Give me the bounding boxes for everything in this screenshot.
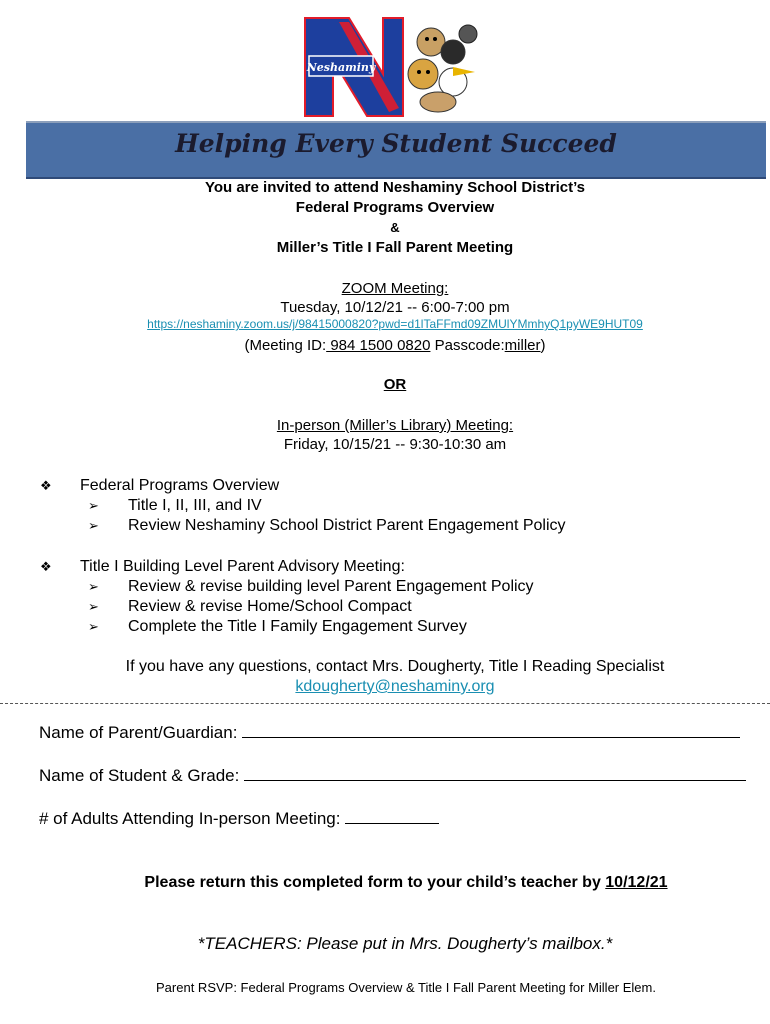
footer-text: Parent RSVP: Federal Programs Overview & Title I Fall Parent Meeting for Miller Elem.: [156, 980, 656, 995]
student-name-field[interactable]: [39, 763, 746, 787]
banner-title: Helping Every Student Succeed: [175, 129, 617, 158]
neshaminy-logo: [303, 12, 483, 120]
title-banner: [26, 121, 766, 179]
arrow-bullet-icon: ➢: [88, 579, 99, 594]
zoom-datetime: Tuesday, 10/12/21 -- 6:00-7:00 pm: [280, 299, 510, 316]
cut-line: [0, 703, 770, 704]
or-label: OR: [383, 376, 407, 393]
invite-line-3: &: [390, 220, 400, 235]
adults-count-blank[interactable]: [345, 806, 439, 824]
zoom-meeting-id-line: [0, 336, 770, 355]
agenda-section-1: [40, 476, 566, 536]
logo-text: Neshaminy: [306, 61, 376, 74]
meeting-id-value: 984 1500 0820: [326, 337, 431, 354]
arrow-bullet-icon: ➢: [88, 498, 99, 513]
student-name-label: Name of Student & Grade:: [39, 766, 245, 785]
student-name-blank[interactable]: [244, 763, 746, 781]
diamond-bullet-icon: ❖: [40, 478, 52, 493]
parent-name-field[interactable]: [39, 720, 740, 744]
inperson-datetime: Friday, 10/15/21 -- 9:30-10:30 am: [283, 436, 507, 453]
adults-count-field[interactable]: [39, 806, 439, 830]
arrow-bullet-icon: ➢: [88, 599, 99, 614]
teacher-note: *TEACHERS: Please put in Mrs. Dougherty’s mailbox.*: [197, 934, 613, 953]
agenda-subitem: ➢ Complete the Title I Family Engagement Survey: [88, 618, 467, 635]
contact-text: If you have any questions, contact Mrs. Dougherty, Title I Reading Specialist: [125, 658, 665, 675]
invite-line-1: You are invited to attend Neshaminy School District’s: [204, 179, 586, 196]
close-paren: ): [540, 337, 546, 354]
arrow-bullet-icon: ➢: [88, 518, 99, 533]
agenda-subitem: ➢ Review & revise building level Parent Engagement Policy: [88, 578, 534, 595]
agenda-subitem: ➢ Review & revise Home/School Compact: [88, 598, 412, 615]
agenda-section-2: [40, 557, 534, 637]
agenda-subitem: ➢ Title I, II, III, and IV: [88, 497, 262, 514]
parent-name-blank[interactable]: [242, 720, 740, 738]
inperson-heading: In-person (Miller’s Library) Meeting:: [276, 417, 514, 434]
agenda-item: ❖ Title I Building Level Parent Advisory Meeting:: [40, 558, 405, 575]
invite-line-2: Federal Programs Overview: [295, 199, 495, 216]
arrow-bullet-icon: ➢: [88, 619, 99, 634]
return-note: Please return this completed form to your child’s teacher by 10/12/21: [144, 874, 668, 891]
parent-name-label: Name of Parent/Guardian:: [39, 723, 243, 742]
agenda-item: ❖ Federal Programs Overview: [40, 477, 280, 494]
adults-count-label: # of Adults Attending In-person Meeting:: [39, 809, 346, 828]
contact-email-link[interactable]: kdougherty@neshaminy.org: [295, 678, 495, 695]
zoom-heading: ZOOM Meeting:: [341, 280, 449, 297]
passcode-label: Passcode:: [430, 337, 505, 354]
diamond-bullet-icon: ❖: [40, 559, 52, 574]
return-date: 10/12/21: [605, 874, 668, 891]
agenda-subitem: ➢ Review Neshaminy School District Parent Engagement Policy: [88, 517, 566, 534]
invite-line-4: Miller’s Title I Fall Parent Meeting: [276, 239, 514, 256]
meeting-id-prefix: (Meeting ID:: [244, 337, 327, 354]
zoom-link[interactable]: https://neshaminy.zoom.us/j/98415000820?pwd=d1lTaFFmd09ZMUlYMmhyQ1pyWE9HUT09: [147, 317, 643, 331]
passcode-value: miller: [504, 337, 541, 354]
